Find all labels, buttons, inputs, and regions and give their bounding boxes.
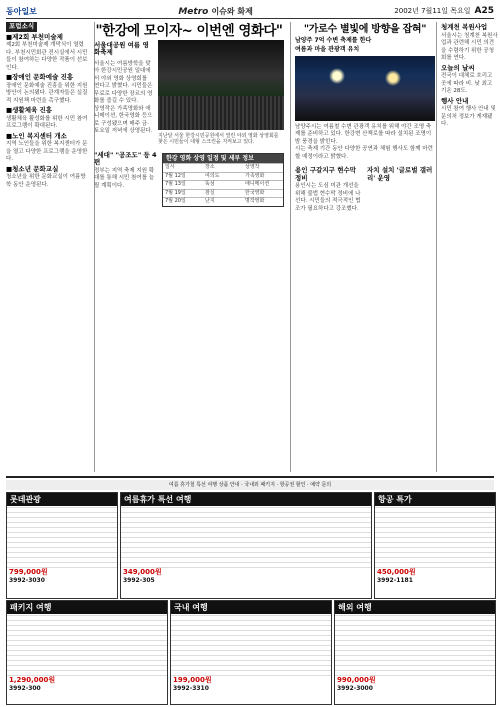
- far-headline: 오늘의 날씨: [441, 63, 475, 72]
- schedule-table: [162, 153, 284, 207]
- left-item-body: 지역 노인들을 위한 복지센터가 문을 열고 다양한 프로그램을 운영한다.: [6, 141, 88, 162]
- main-body: 서울시는 여름방학을 맞아 한강시민공원 일대에서 야외 영화 상영회를 연다고 밝혔다. 시민들은 무료로 다양한 장르의 영화를 즐길 수 있다.: [94, 60, 153, 104]
- ad-body: [7, 614, 167, 676]
- ad-body: [375, 506, 495, 568]
- main-headline: "한강에 모이자~ 이번엔 영화다": [95, 23, 283, 39]
- side-headline: "세대" "공조도" 등 4편: [94, 150, 157, 166]
- right-body: 시는 축제 기간 동안 다양한 공연과 체험 행사도 함께 마련할 예정이라고 밝혔다.: [295, 146, 433, 160]
- ad-phone: 3992-1181: [377, 577, 413, 584]
- ad-body: [7, 506, 117, 568]
- right-headline: "가로수 별빛에 방향을 잡혀": [303, 24, 427, 35]
- far-body: 서울시는 청계천 복원사업과 관련해 시민 의견을 수렴하기 위한 공청회를 연다.: [441, 32, 498, 61]
- issue-date: 2002년 7월11일 목요일: [394, 7, 471, 15]
- page-number: A25: [474, 6, 494, 16]
- section-title: [178, 6, 253, 17]
- far-headline: 청계천 복원사업: [441, 23, 488, 31]
- table-cell: 난지: [205, 198, 215, 204]
- ad-price: 450,000원: [377, 568, 416, 576]
- left-item-body: 생활체육 활성화를 위한 시민 참여 프로그램이 확대된다.: [6, 115, 88, 129]
- left-item-title: ■생활체육 진흥: [6, 106, 53, 114]
- ad-title: 여름휴가 특선 여행: [121, 493, 371, 506]
- far-body: 시민 참여 행사 안내 및 문의처 정보가 게재됐다.: [441, 106, 496, 127]
- main-body: 상영작은 가족영화와 애니메이션, 한국영화 등으로 구성됐으며 매주 금·토요일 저녁에 상영된다.: [94, 105, 153, 134]
- ad-price: 1,290,000원: [9, 676, 56, 684]
- right-bottom-body: 용인시는 도심 미관 개선을 위해 불법 현수막 정비에 나선다. 시민들의 적극적인 협조가 필요하다고 강조했다.: [295, 183, 361, 212]
- table-title: 한강 영화 상영 일정 및 세부 정보: [163, 154, 283, 164]
- ad-block[interactable]: [6, 492, 118, 599]
- table-cell: 일시: [165, 164, 175, 170]
- ad-title: 롯데관광: [7, 493, 117, 506]
- right-bottom-headline: 자치 설치 '글로벌 갤러리' 운영: [367, 166, 433, 182]
- ad-title: 국내 여행: [171, 601, 331, 614]
- table-cell: 한국영화: [245, 189, 265, 196]
- ad-banner: 여름 휴가철 특선 여행 상품 안내 · 국내외 패키지 · 항공권 할인 · 예약 문의: [6, 480, 494, 490]
- left-item-body: 제2회 부천미술제 개막식이 열렸다. 부천시민회관 전시실에서 시민들이 참여하는 다양한 작품이 선보인다.: [6, 42, 88, 71]
- photo-caption: 지난달 서울 한강시민공원에서 열린 야외 영화 상영회를 찾은 시민들이 대형 스크린을 지켜보고 있다.: [158, 132, 279, 145]
- ad-title: 패키지 여행: [7, 601, 167, 614]
- table-cell: 가족영화: [245, 172, 265, 179]
- table-cell: 7월 12일: [165, 172, 186, 179]
- main-subhead: 서울대공원 여름 영화축제: [94, 40, 149, 56]
- table-row: [163, 189, 283, 198]
- paper-name: 동아일보: [6, 5, 37, 16]
- table-cell: 여의도: [205, 172, 220, 179]
- right-subhead: 여름과 마을 관광객 유치: [295, 46, 360, 53]
- advertisement-section: [6, 476, 494, 705]
- crowd-photo-detail: [158, 96, 284, 130]
- ad-phone: 3992-3030: [9, 577, 45, 584]
- ad-body: [335, 614, 495, 676]
- left-column-header: 포럼소식: [6, 22, 37, 32]
- table-row: [163, 163, 283, 172]
- left-item-title: ■장애인 문화예술 진흥: [6, 73, 74, 81]
- ad-phone: 3992-305: [123, 577, 155, 584]
- masthead: [6, 4, 494, 19]
- ad-price: 349,000원: [123, 568, 162, 576]
- ad-price: 799,000원: [9, 568, 48, 576]
- ad-block[interactable]: [120, 492, 372, 599]
- far-right-column: [436, 22, 499, 472]
- far-headline: 행사 안내: [441, 96, 469, 105]
- ad-title: 항공 특가: [375, 493, 495, 506]
- right-subhead: 남양주 7억 수변 축제를 한다: [295, 36, 372, 44]
- side-body: 정부는 지역 축제 지원 확대를 통해 시민 참여를 늘릴 계획이다.: [94, 167, 155, 189]
- left-item-title: ■제2회 부천미술제: [6, 32, 63, 41]
- table-cell: 7월 20일: [165, 198, 186, 204]
- far-body: 전국이 대체로 흐리고 곳에 따라 비. 낮 최고 기온 28도.: [441, 73, 493, 94]
- left-item-body: 청소년을 위한 문화교실이 여름방학 동안 운영된다.: [6, 174, 86, 188]
- right-article: [290, 22, 435, 472]
- ad-phone: 3992-3310: [173, 685, 209, 692]
- lights-photo-detail: [295, 68, 435, 88]
- ad-price: 990,000원: [337, 676, 376, 684]
- ad-block[interactable]: [6, 600, 168, 705]
- table-cell: 7월 13일: [165, 181, 186, 187]
- ad-body: [171, 614, 331, 676]
- ad-block[interactable]: [334, 600, 496, 705]
- table-cell: 명작영화: [245, 198, 265, 204]
- section-name: 이슈와 화제: [211, 6, 253, 16]
- left-item-title: ■노인 복지센터 개소: [6, 131, 67, 140]
- metro-logo: Metro: [178, 6, 209, 17]
- ad-block[interactable]: [374, 492, 496, 599]
- table-row: [163, 172, 283, 181]
- table-cell: 잠실: [205, 189, 215, 196]
- table-cell: 뚝섬: [205, 181, 215, 187]
- table-cell: 애니메이션: [245, 181, 270, 187]
- left-column: [6, 22, 95, 472]
- ad-block[interactable]: [170, 600, 332, 705]
- ad-title: 해외 여행: [335, 601, 495, 614]
- ad-phone: 3992-300: [9, 685, 41, 692]
- table-cell: 7월 19일: [165, 189, 186, 196]
- table-cell: 장소: [205, 164, 215, 170]
- right-body: 남양주시는 여름철 수변 관광객 유치를 위해 야간 조명 축제를 준비하고 있다. 한강변 산책로를 따라 설치된 조명이 밤 풍경을 밝힌다.: [295, 123, 432, 145]
- night-light-photo: [295, 56, 435, 121]
- ad-body: [121, 506, 371, 568]
- table-cell: 상영작: [245, 164, 260, 170]
- main-article: [94, 22, 284, 472]
- left-item-title: ■청소년 문화교실: [6, 164, 59, 173]
- ad-phone: 3992-3000: [337, 685, 373, 692]
- table-row: [163, 180, 283, 189]
- right-bottom-headline: 용인 구갈지구 현수막 정비: [295, 166, 357, 182]
- festival-photo: [158, 40, 284, 130]
- left-item-body: 장애인 문화예술 진흥을 위한 지원 방안이 논의됐다. 관계자들은 실질적 지원책 마련을 촉구했다.: [6, 82, 88, 104]
- ad-price: 199,000원: [173, 676, 212, 684]
- table-row: [163, 197, 283, 206]
